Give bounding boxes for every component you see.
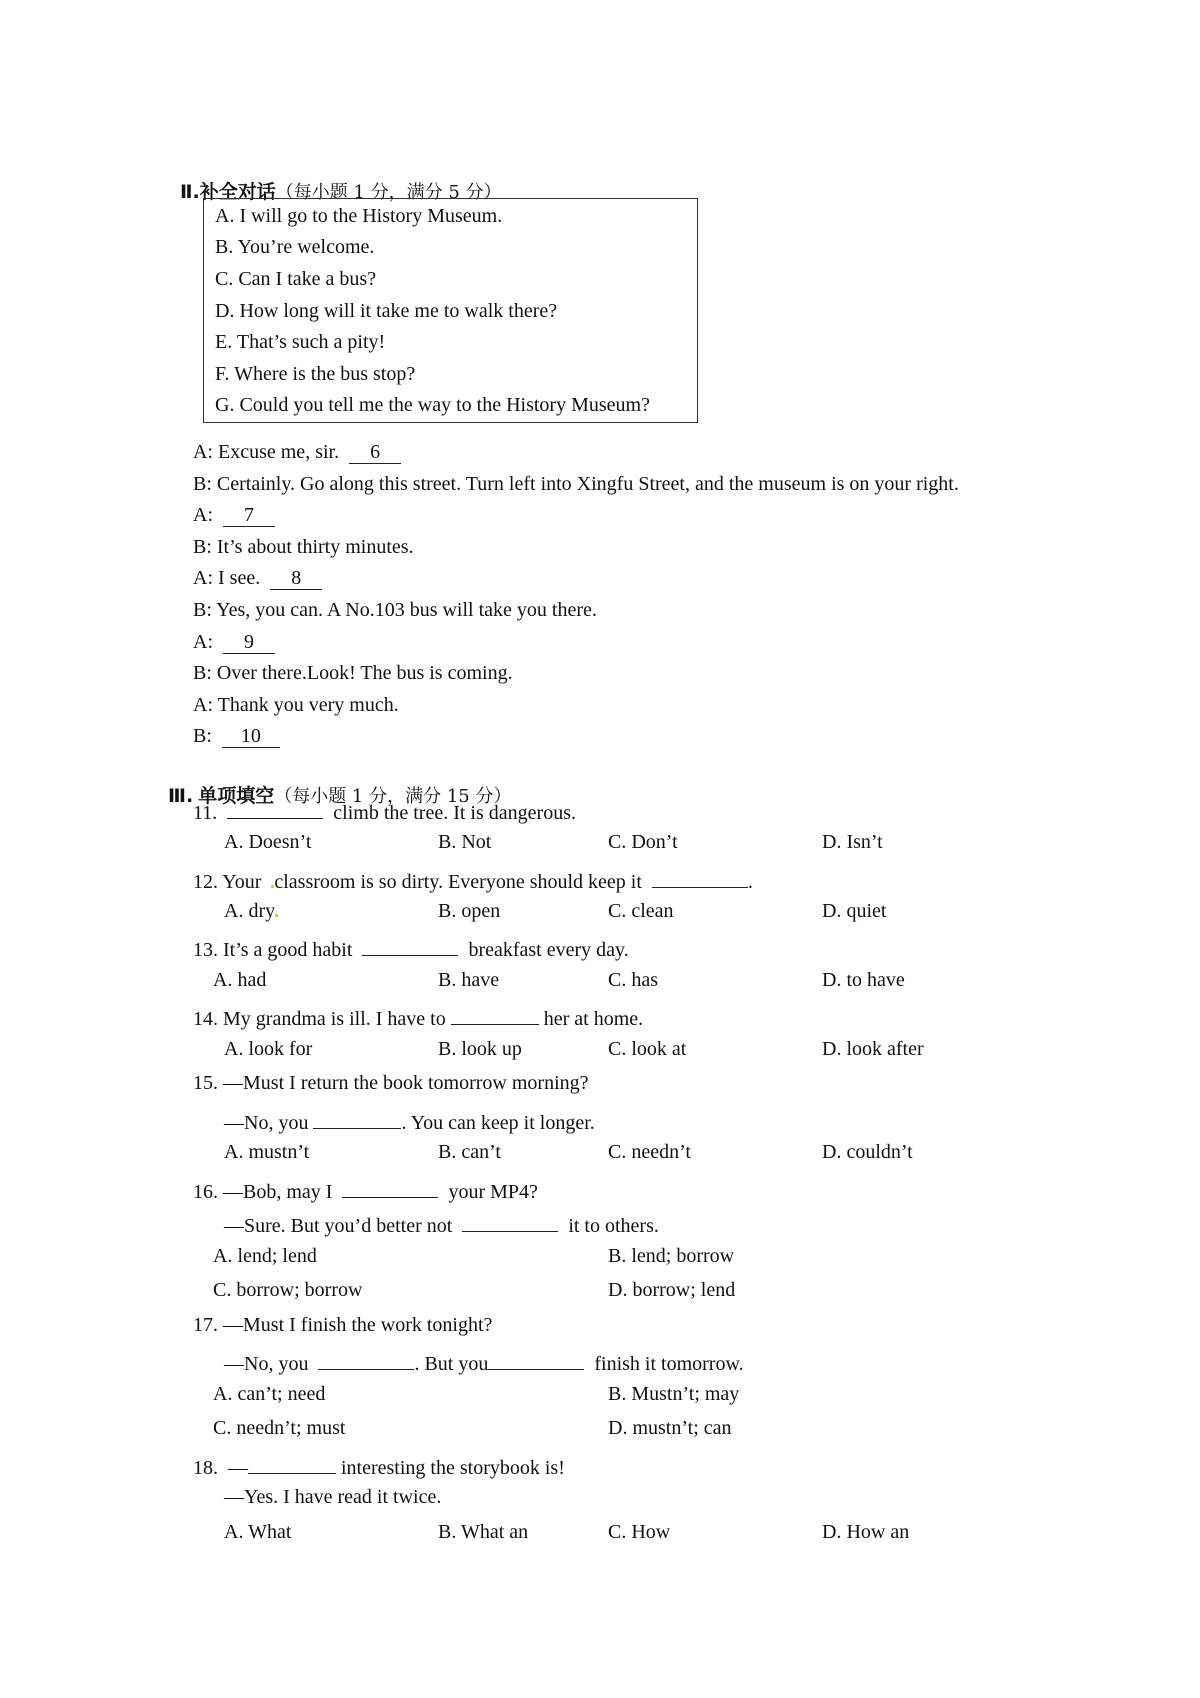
- question-text: —: [228, 1457, 248, 1479]
- option-d[interactable]: D. borrow; lend: [608, 1279, 736, 1301]
- option-d[interactable]: D. mustn’t; can: [608, 1417, 732, 1439]
- dialogue-text: A:: [193, 504, 213, 526]
- question-number: 14.: [193, 1008, 218, 1030]
- dialogue-text: B: Certainly. Go along this street. Turn left into Xingfu Street, and the museum is on your right.: [193, 473, 959, 495]
- answer-blank[interactable]: 10: [222, 725, 280, 748]
- option-a[interactable]: A. had: [213, 969, 267, 991]
- option-a[interactable]: A. Doesn’t: [224, 831, 312, 853]
- question-text: finish it tomorrow.: [594, 1353, 744, 1375]
- dialogue-text: A: Thank you very much.: [193, 694, 399, 716]
- question-text: .: [747, 871, 753, 893]
- answer-blank[interactable]: [318, 1347, 414, 1370]
- question-text: her at home.: [543, 1008, 644, 1030]
- question-text: . You can keep it longer.: [401, 1112, 595, 1134]
- option-c[interactable]: C. look at: [608, 1038, 687, 1060]
- option-c[interactable]: C. needn’t; must: [213, 1417, 346, 1439]
- option-c[interactable]: C. How: [608, 1521, 671, 1543]
- answer-blank[interactable]: 8: [270, 567, 322, 590]
- option-c[interactable]: C. clean: [608, 900, 674, 922]
- dialogue-text: B:: [193, 725, 212, 747]
- option-c[interactable]: C. needn’t: [608, 1141, 691, 1163]
- option-d[interactable]: D. couldn’t: [822, 1141, 913, 1163]
- dialogue-text: A: Excuse me, sir.: [193, 441, 340, 463]
- question-text: —No, you: [224, 1112, 309, 1134]
- question-text: climb the tree. It is dangerous.: [333, 802, 576, 824]
- question-17-reply: [224, 1347, 744, 1376]
- question-text: —Sure. But you’d better not: [224, 1215, 453, 1237]
- question-text: . But you: [414, 1353, 489, 1375]
- dialogue-options-box: [203, 198, 698, 423]
- question-text: Your: [222, 871, 262, 893]
- section-3-numeral: Ⅲ.: [168, 785, 194, 807]
- dialogue-line: [193, 724, 280, 748]
- question-text: —Must I return the book tomorrow morning?: [223, 1072, 589, 1094]
- answer-blank[interactable]: [362, 933, 458, 956]
- option-d[interactable]: D. Isn’t: [822, 831, 883, 853]
- answer-blank[interactable]: 9: [223, 631, 275, 654]
- option-b[interactable]: B. look up: [438, 1038, 522, 1060]
- dialogue-line: [193, 630, 275, 654]
- question-15-reply: [224, 1106, 595, 1135]
- dialogue-option-e: E. That’s such a pity!: [215, 331, 386, 353]
- question-text: —Must I finish the work tonight?: [223, 1314, 493, 1336]
- answer-blank[interactable]: [227, 796, 323, 819]
- option-c[interactable]: C. borrow; borrow: [213, 1279, 363, 1301]
- dialogue-text: A:: [193, 631, 213, 653]
- question-text: it to others.: [568, 1215, 659, 1237]
- option-a[interactable]: A. mustn’t: [224, 1141, 310, 1163]
- dialogue-line: [193, 693, 399, 717]
- section-3-note: （每小题 1 分，满分 15 分）: [274, 786, 512, 807]
- option-text: A. dry: [224, 900, 276, 922]
- question-number: 13.: [193, 939, 218, 961]
- section-2-numeral: Ⅱ.: [180, 181, 200, 203]
- question-18-reply: —Yes. I have read it twice.: [224, 1486, 442, 1508]
- question-12: [193, 865, 753, 894]
- question-text: —No, you: [224, 1353, 309, 1375]
- option-a[interactable]: A. can’t; need: [213, 1383, 326, 1405]
- option-c[interactable]: C. Don’t: [608, 831, 678, 853]
- question-18: [193, 1451, 565, 1480]
- dialogue-text: A: I see.: [193, 567, 261, 589]
- dialogue-option-c: C. Can I take a bus?: [215, 268, 377, 290]
- question-16: [193, 1175, 538, 1204]
- question-17: [193, 1313, 492, 1337]
- dialogue-text: B: Yes, you can. A No.103 bus will take you there.: [193, 599, 597, 621]
- option-a[interactable]: A. lend; lend: [213, 1245, 317, 1267]
- question-text: breakfast every day.: [468, 939, 629, 961]
- dialogue-text: B: It’s about thirty minutes.: [193, 536, 414, 558]
- dialogue-line: [193, 535, 414, 559]
- answer-blank[interactable]: [462, 1209, 558, 1232]
- section-3-title: 单项填空: [198, 785, 275, 807]
- option-c[interactable]: C. has: [608, 969, 658, 991]
- dialogue-line: [193, 566, 322, 590]
- question-15: [193, 1071, 589, 1095]
- option-d[interactable]: D. to have: [822, 969, 905, 991]
- question-number: 12.: [193, 871, 218, 893]
- answer-blank[interactable]: 7: [223, 504, 275, 527]
- dialogue-option-d: D. How long will it take me to walk there?: [215, 300, 558, 322]
- dialogue-text: B: Over there.Look! The bus is coming.: [193, 662, 513, 684]
- option-b[interactable]: B. open: [438, 900, 501, 922]
- question-13: [193, 933, 629, 962]
- question-number: 15.: [193, 1072, 218, 1094]
- question-16-reply: [224, 1209, 659, 1238]
- edit-mark: [275, 914, 278, 917]
- option-d[interactable]: D. quiet: [822, 900, 887, 922]
- answer-blank[interactable]: [342, 1175, 438, 1198]
- dialogue-option-a: A. I will go to the History Museum.: [215, 205, 503, 227]
- question-number: 11.: [193, 802, 218, 824]
- question-14: [193, 1002, 643, 1031]
- option-b[interactable]: B. lend; borrow: [608, 1245, 735, 1267]
- answer-blank[interactable]: 6: [349, 441, 401, 464]
- question-11: [193, 796, 576, 825]
- dialogue-option-g: G. Could you tell me the way to the History Museum?: [215, 394, 650, 416]
- dialogue-line: [193, 472, 959, 496]
- dialogue-option-b: B. You’re welcome.: [215, 236, 375, 258]
- section-2-title: 补全对话: [199, 181, 276, 203]
- answer-blank[interactable]: [313, 1106, 401, 1129]
- question-number: 16.: [193, 1181, 218, 1203]
- question-text: your MP4?: [448, 1181, 538, 1203]
- answer-blank[interactable]: [488, 1347, 584, 1370]
- question-text: classroom is so dirty. Everyone should keep it: [274, 871, 642, 893]
- dialogue-option-f: F. Where is the bus stop?: [215, 363, 416, 385]
- option-b[interactable]: B. Mustn’t; may: [608, 1383, 740, 1405]
- option-d[interactable]: D. look after: [822, 1038, 924, 1060]
- dialogue-line: [193, 440, 401, 464]
- section-2-note: （每小题 1 分，满分 5 分）: [275, 182, 502, 203]
- answer-blank[interactable]: [451, 1002, 539, 1025]
- option-a[interactable]: [224, 899, 278, 923]
- option-d[interactable]: D. How an: [822, 1521, 910, 1543]
- option-b[interactable]: B. What an: [438, 1521, 529, 1543]
- answer-blank[interactable]: [652, 865, 748, 888]
- option-b[interactable]: B. can’t: [438, 1141, 501, 1163]
- question-number: 18.: [193, 1457, 218, 1479]
- question-text: My grandma is ill. I have to: [223, 1008, 446, 1030]
- option-b[interactable]: B. Not: [438, 831, 492, 853]
- dialogue-line: [193, 598, 597, 622]
- question-text: interesting the storybook is!: [341, 1457, 565, 1479]
- answer-blank[interactable]: [248, 1451, 336, 1474]
- question-number: 17.: [193, 1314, 218, 1336]
- option-a[interactable]: A. look for: [224, 1038, 313, 1060]
- question-text: It’s a good habit: [223, 939, 353, 961]
- option-a[interactable]: A. What: [224, 1521, 292, 1543]
- dialogue-line: [193, 503, 275, 527]
- dialogue-line: [193, 661, 513, 685]
- option-b[interactable]: B. have: [438, 969, 500, 991]
- question-text: —Bob, may I: [223, 1181, 333, 1203]
